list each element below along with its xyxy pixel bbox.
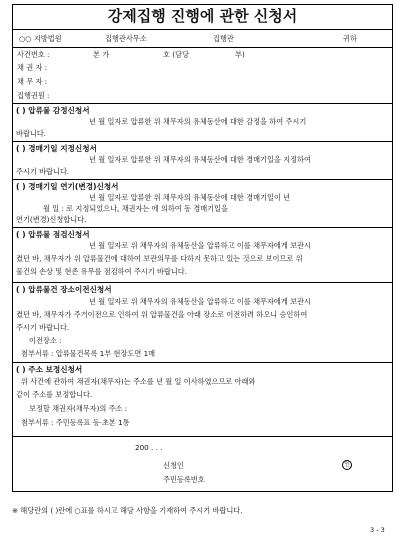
section-heading: ( ) 주소 보정신청서 — [16, 365, 83, 374]
enforcement-title-label: 집행권원 : — [17, 91, 50, 100]
section-line: 위 사건에 관하여 채권자(채무자)는 주소를 년 월 일 이사하였으므로 아래와 — [21, 377, 256, 386]
section-relocation — [13, 283, 392, 363]
officer-label: 집행관 — [213, 34, 234, 43]
section-line: 주시기 바랍니다. — [16, 323, 70, 332]
office-name: 집행관사무소 — [105, 34, 147, 43]
section-address-correction — [13, 363, 392, 437]
section-line: 물건의 손상 및 현존 유무를 점검하여 주시기 바랍니다. — [16, 267, 188, 276]
relocation-place: 이전장소 : — [29, 336, 62, 345]
applicant-label: 신청인 — [163, 461, 184, 470]
section-line: 주시기 바랍니다. — [16, 167, 70, 176]
section-line: 월 일 : 로 지정되었으나, 채권자는 에 의하여 동 경매기일을 — [43, 204, 228, 213]
case-number-no: 호 (담당 — [163, 50, 189, 59]
section-line: 같이 주소를 보정합니다. — [16, 390, 93, 399]
section-heading: ( ) 압류물건 장소이전신청서 — [16, 285, 112, 294]
section-line: 연기(변경)신청합니다. — [16, 215, 87, 224]
signature-block — [13, 437, 392, 492]
section-inspection — [13, 228, 392, 283]
section-auction-postpone — [13, 180, 392, 228]
attachments: 첨부서류 : 압류물건목록 1부 현장도면 1매 — [21, 349, 156, 358]
section-line: 년 월 일자로 위 채무자의 유체동산을 압류하고 이를 채무자에게 보관시 — [89, 241, 311, 250]
section-heading: ( ) 경매기일 연기(변경)신청서 — [16, 182, 119, 191]
corrected-address: 보정할 채권자(채무자)의 주소 : — [29, 404, 128, 413]
application-date: 200 . . . — [135, 443, 163, 452]
application-form — [12, 30, 393, 492]
case-number-type: 본 가 — [93, 50, 110, 59]
creditor-label: 채 권 자 : — [17, 63, 48, 72]
section-appraisal — [13, 104, 392, 142]
section-line: 년 월 일자로 압류한 위 채무자의 유체동산에 대한 경매기일이 년 — [89, 193, 291, 202]
case-info — [13, 48, 392, 104]
section-auction-date — [13, 142, 392, 180]
addressee-row — [13, 30, 392, 48]
attachments: 첨부서류 : 주민등록표 등·초본 1통 — [21, 418, 130, 427]
debtor-label: 채 무 자 : — [17, 77, 48, 86]
seal-mark: 인 — [342, 460, 352, 470]
section-line: 년 월 일자로 압류한 위 채무자의 유체동산에 대한 경매기일을 지정하여 — [89, 155, 311, 164]
document-title: 강제집행 진행에 관한 신청서 — [12, 4, 393, 30]
resident-number-label: 주민등록번호 — [163, 475, 205, 484]
page-number: 3 - 3 — [370, 526, 385, 534]
section-line: 켰던 바, 채무자가 주거이전으로 인하여 위 압류물건을 아래 장소로 이전하려 하오니 승인하여 — [16, 310, 308, 319]
section-line: 년 월 일자로 위 채무자의 유체동산을 압류하고 이를 채무자에게 보관시 — [89, 297, 311, 306]
addressee-suffix: 귀하 — [343, 34, 357, 43]
section-line: 바랍니다. — [16, 129, 47, 138]
section-line: 년 월 일자로 압류한 위 채무자의 유체동산에 대한 감정을 하여 주시기 — [89, 117, 307, 126]
section-heading: ( ) 압류물 감정신청서 — [16, 106, 90, 115]
court-name: ○○ 지방법원 — [19, 34, 62, 43]
footnote: ※ 해당란의 ( )란에 ○표를 하시고 해당 사항을 기재하여 주시기 바랍니다. — [12, 506, 243, 515]
section-line: 켰던 바, 채무자가 위 압류물건에 대하여 보관의무를 다하지 못하고 있는 것으로 보이므로 위 — [16, 254, 303, 263]
case-number-label: 사건번호 : — [17, 50, 50, 59]
section-heading: ( ) 압류물 점검신청서 — [16, 230, 90, 239]
case-number-dept: 부) — [235, 50, 245, 59]
section-heading: ( ) 경매기일 지정신청서 — [16, 144, 97, 153]
